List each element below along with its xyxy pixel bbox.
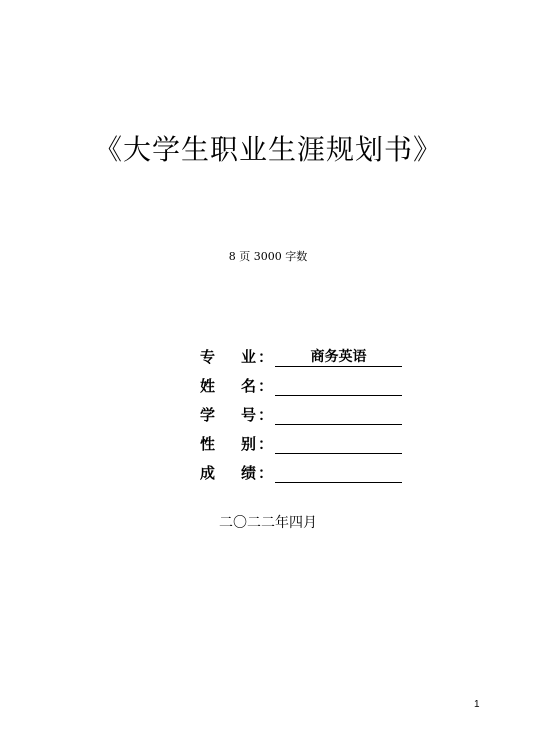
field-colon: ：: [258, 435, 274, 453]
field-label: [200, 462, 258, 483]
grade-field: [275, 464, 402, 483]
form-row-student-id: [200, 396, 402, 425]
form-row-major: [200, 338, 402, 367]
label-char: 号: [240, 406, 256, 424]
field-colon: ：: [258, 348, 274, 366]
document-date: 二〇二二年四月: [219, 515, 317, 531]
field-label: [200, 375, 258, 396]
label-char: 性: [200, 435, 216, 453]
label-char: 绩: [240, 464, 256, 482]
label-char: 名: [240, 377, 256, 395]
document-subtitle: 8 页 3000 字数: [228, 250, 308, 263]
gender-field: [275, 435, 402, 454]
name-field: [275, 377, 402, 396]
field-colon: ：: [258, 464, 274, 482]
field-label: [200, 404, 258, 425]
form-row-gender: [200, 425, 402, 454]
document-title: 《大学生职业生涯规划书》: [93, 133, 442, 166]
form-row-grade: [200, 454, 402, 483]
major-field: 商务英语: [275, 348, 402, 367]
info-form: [200, 338, 402, 483]
label-char: 学: [200, 406, 216, 424]
label-char: 业: [240, 348, 256, 366]
field-colon: ：: [258, 406, 274, 424]
student-id-field: [275, 406, 402, 425]
field-label: [200, 433, 258, 454]
page-number: 1: [474, 699, 480, 710]
field-colon: ：: [258, 377, 274, 395]
label-char: 专: [200, 348, 216, 366]
field-label: [200, 346, 258, 367]
label-char: 别: [240, 435, 256, 453]
label-char: 姓: [200, 377, 216, 395]
label-char: 成: [200, 464, 216, 482]
form-row-name: [200, 367, 402, 396]
